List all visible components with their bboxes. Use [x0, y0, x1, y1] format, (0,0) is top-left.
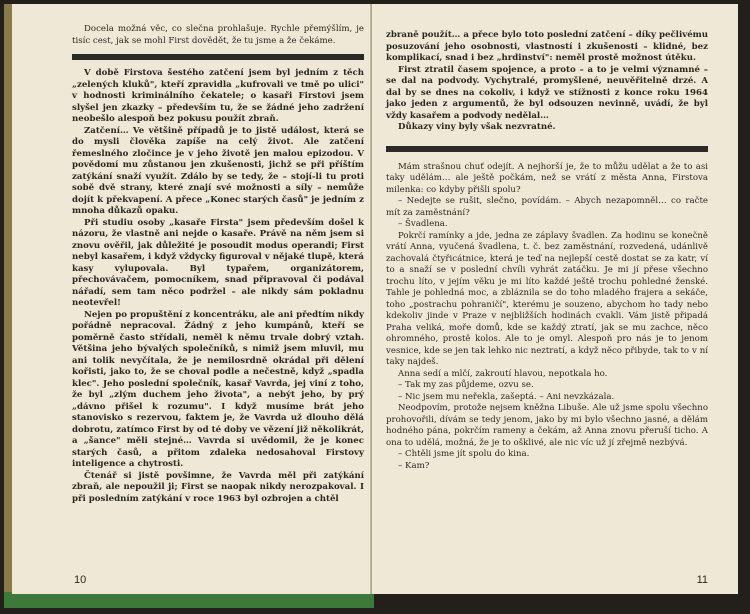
- paragraph: Neodpovím, protože nejsem kněžna Libuše. Ale už jsme spolu všechno prohovořili, dívám se tedy jenom, jako by mi bylo všechno jasné, a dělám hodného pána, pokrčím rameny a čekám, až Anna znovu přeruší ticho. A ona to udělá, možná, že je to ošklivé, ale nic víc už jí zřejmě nezbývá.: [386, 403, 708, 448]
- paragraph: Anna sedí a mlčí, zakroutí hlavou, nepotkala ho.: [398, 368, 608, 379]
- paragraph: Nejen po propuštění z koncentráku, ale ani předtím nikdy pořádně nepracoval. Žádný z jeho kumpánů, kteří se poměrně často střídali, neměl k němu trvale dobrý vztah. Většina jeho bývalých společníků, s nimiž jsem mluvil, mu ani tolik nevyčítala, že je nemilosrdně okrádal při dělení kořisti, jako to, že se choval podle a nečestně, když „spadla klec". Jeho poslední společník, kasař Vavrda, jej viní z toho, že byl „zlým duchem jeho života", a nebýt jeho, by prý „dávno přišel k rozumu". I když musíme brát jeho stanovisko s rezervou, faktem je, že Vavrda už dlouho dělá dobrotu, zatímco First by od té doby ve vězení již několikrát, a „šance" měli stejné… Vavrda si uvědomil, že je konec starých časů, a přitom zdaleka nedosahoval Firstovy inteligence a chytrosti.: [72, 309, 364, 469]
- paragraph: Pokrčí ramínky a jde, jedna ze záplavy švadlen. Za hodinu se konečně vrátí Anna, vyučená švadlena, t. č. bez zaměstnání, rozvedená, udánlivě zachovalá čtyřicátnice, která je teď na nejlepší cestě dostat se za katr, ví to a snaží se v poslední chvíli vyhrát zatáčku. Je mi jí přese všechno trochu líto, v jejím věku je mi líto každé ještě trochu pohledné ženské. Tahle je pohledná moc, a zbláznila se do toho mladého frajera a sekáče, toho „postrachu pohraničí", kterému je souzeno, abychom ho tady nebo kdekoliv jinde v Praze v nejbližších hodinách cvakli. Vám jistě připadá Praha veliká, moře domů, kde se každý ztratí, jak se mu zachce, něco ohromného, prostě kolos. Ale to je omyl. Alespoň pro nás je to jenom vesnice, kde se jen tak lehko nic neztratí, a když něco přibyde, tak to v ní taky najdeš.: [386, 230, 708, 367]
- dialogue-line: – Nic jsem mu neřekla, zašeptá. – Ani nevzkázala.: [398, 391, 615, 402]
- paragraph: zbraně použít… a přece bylo toto poslední zatčení – díky pečlivému posuzování jeho osobnosti, vlastností i zkušenosti – klidné, bez komplikací, snad i bez „hrdinství": neměl prostě možnost útěku.: [386, 30, 709, 63]
- story-text: [386, 162, 708, 473]
- right-page: [372, 4, 738, 594]
- book-cover-strip: [4, 592, 374, 608]
- right-commentary: [386, 30, 708, 134]
- paragraph: V době Firstova šestého zatčení jsem byl jedním z těch „zelených kluků", kteří zpravidla „kufrovali ve tmě po ulici" v hodnosti kriminálního čekatele; o kasaři Firstovi jsem slyšel jen zkazky – především tu, že se žádné jeho zadržení neobešlo alespoň bez pokusu použít zbraň.: [72, 68, 364, 124]
- book-cover-edge: [4, 4, 12, 594]
- paragraph: Důkazy viny byly však nezvratné.: [398, 122, 556, 132]
- page-number-left: 10: [74, 574, 87, 586]
- dialogue-line: – Švadlena.: [398, 219, 448, 229]
- page-number-right: 11: [696, 574, 708, 586]
- dialogue-line: – Kam?: [398, 460, 430, 471]
- paragraph: Při studiu osoby „kasaře Firsta" jsem především došel k názoru, že vlastně ani nejde o kasaře. Právě na něm jsem si znovu ověřil, jak důležité je posoudit modus operandi; First nebyl kasařem, i když vždycky figuroval v nějaké tlupě, která kasy vylupovala. Byl typařem, organizátorem, přechovávačem, pomocníkem, snad připravoval či podával nářadí, sem tam něco podržel – ale nikdy sám pokladnu neotevřel!: [72, 217, 364, 308]
- dialogue-line: – Tak my zas půjdeme, ozvu se.: [398, 380, 534, 390]
- paragraph: First ztratil časem spojence, a proto – a to je velmi významné – se dal na podvody. Vychytralé, promyšlené, neuvěřitelně drzé. A dal by se dnes na cokoliv, i když ve stížnosti z konce roku 1964 jako jeden z argumentů, že byl odsouzen nevinně, uvádí, že byl vždy kasařem a podvody nedělal…: [386, 64, 708, 121]
- left-page: [12, 4, 372, 594]
- section-divider: [386, 146, 708, 152]
- paragraph: Mám strašnou chuť odejít. A nejhorší je, že to můžu udělat a že to asi taky udělám… ale ještě počkám, než se vrátí z města Anna, Firstova milenka: co kdyby přišli spolu?: [386, 161, 708, 195]
- paragraph: Zatčení… Ve většině případů je to jistě událost, která se do mysli člověka zapíše na celý život. Ale zatčení řemeslného zločince je v jeho životě jen malou epizodou. V povědomí mu zůstanou jen zkušenosti, jichž se při příštím zatýkání snaží využít. Zdálo by se tedy, že – stojí-li tu proti sobě dvě strany, které znají své možnosti a síly – nemůže dojít k překvapení. A přece „Konec starých časů" je jedním z mnoha důkazů opaku.: [72, 125, 364, 216]
- section-divider: [72, 54, 364, 60]
- dialogue-line: – Nedejte se rušit, slečno, povídám. – Abych nezapomněl… co račte mít za zaměstnání?: [386, 196, 708, 218]
- book-spread: [4, 4, 744, 608]
- left-top-paragraph: Docela možná věc, co slečna prohlašuje. Rychle přemýšlím, je tisíc cest, jak se mohl First dovědět, že tu jsme a že čekáme.: [72, 24, 364, 46]
- paragraph: Čtenář si jistě povšimne, že Vavrda měl při zatýkání zbraň, ale nepoužil ji; First se naopak nikdy nerozpakoval. I při posledním zatýkání v roce 1963 byl ozbrojen a chtěl: [72, 470, 364, 504]
- left-commentary: [72, 68, 364, 505]
- dialogue-line: – Chtěli jsme jít spolu do kina.: [398, 449, 530, 459]
